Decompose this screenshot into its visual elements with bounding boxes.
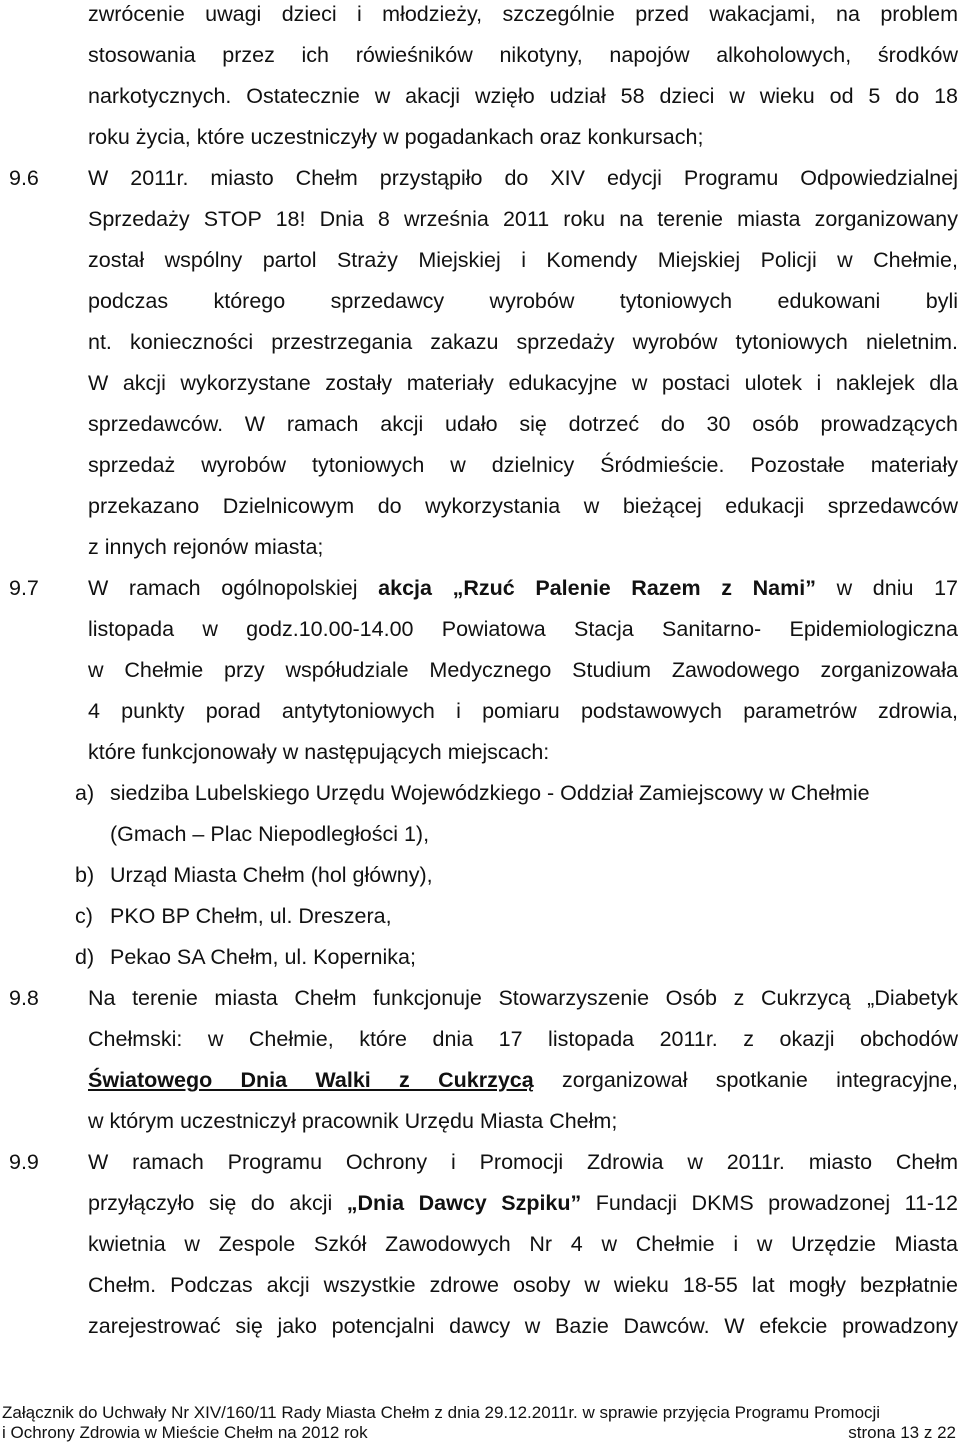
paragraph-line: z innych rejonów miasta; [88, 535, 324, 559]
emphasis-text: „Dnia Dawcy Szpiku” [346, 1191, 582, 1215]
emphasis-text: Światowego Dnia Walki z Cukrzycą [88, 1068, 534, 1092]
paragraph-line: W ramach Programu Ochrony i Promocji Zdrowia w 2011r. miasto Chełm [88, 1150, 958, 1174]
paragraph-line: nt. konieczności przestrzegania zakazu sprzedaży wyrobów tytoniowych nieletnim. [88, 330, 958, 354]
footer-line: Załącznik do Uchwały Nr XIV/160/11 Rady Miasta Chełm z dnia 29.12.2011r. w sprawie przyjęcia Programu Promocji [2, 1403, 881, 1422]
list-item-text: (Gmach – Plac Niepodległości 1), [110, 822, 430, 846]
paragraph-line [88, 1067, 958, 1093]
paragraph-line: W akcji wykorzystane zostały materiały edukacyjne w postaci ulotek i naklejek dla [88, 371, 958, 395]
paragraph-line: przekazano Dzielnicowym do wykorzystania w bieżącej edukacji sprzedawców [88, 494, 958, 518]
paragraph-line: Chełm. Podczas akcji wszystkie zdrowe osoby w wieku 18-55 lat mogły bezpłatnie [88, 1273, 958, 1297]
paragraph-line: kwietnia w Zespole Szkół Zawodowych Nr 4 w Chełmie i w Urzędzie Miasta [88, 1232, 958, 1256]
list-item-text: siedziba Lubelskiego Urzędu Wojewódzkiego - Oddział Zamiejscowy w Chełmie [110, 781, 870, 805]
paragraph-line: sprzedawców. W ramach akcji udało się dotrzeć do 30 osób prowadzących [88, 412, 958, 436]
list-item-text: Pekao SA Chełm, ul. Kopernika; [110, 945, 416, 969]
list-item-text: Urząd Miasta Chełm (hol główny), [110, 863, 433, 887]
paragraph-line: zarejestrować się jako potencjalni dawcy w Bazie Dawców. W efekcie prowadzony [88, 1314, 958, 1338]
text-run: W ramach ogólnopolskiej [88, 576, 379, 600]
text-run: Fundacji DKMS prowadzonej 11-12 [581, 1191, 958, 1215]
section-number: 9.9 [9, 1150, 39, 1174]
section-number: 9.7 [9, 576, 39, 600]
paragraph-line: W 2011r. miasto Chełm przystąpiło do XIV edycji Programu Odpowiedzialnej [88, 166, 958, 190]
paragraph-line: Chełmski: w Chełmie, które dnia 17 listopada 2011r. z okazji obchodów [88, 1027, 958, 1051]
list-item-text: PKO BP Chełm, ul. Dreszera, [110, 904, 392, 928]
text-run: zorganizował spotkanie integracyjne, [533, 1068, 958, 1092]
paragraph-line: podczas którego sprzedawcy wyrobów tytoniowych edukowani byli [88, 289, 958, 313]
paragraph-line: w którym uczestniczył pracownik Urzędu Miasta Chełm; [88, 1109, 618, 1133]
paragraph-line: Sprzedaży STOP 18! Dnia 8 września 2011 roku na terenie miasta zorganizowany [88, 207, 958, 231]
emphasis-text: akcja „Rzuć Palenie Razem z Nami” [378, 576, 816, 600]
paragraph-line: sprzedaż wyrobów tytoniowych w dzielnicy Śródmieście. Pozostałe materiały [88, 453, 958, 477]
section-number: 9.6 [9, 166, 39, 190]
page-number: strona 13 z 22 [848, 1423, 956, 1442]
paragraph-line: 4 punkty porad antytytoniowych i pomiaru podstawowych parametrów zdrowia, [88, 699, 958, 723]
paragraph-line: narkotycznych. Ostatecznie w akacji wzięło udział 58 dzieci w wieku od 5 do 18 [88, 84, 958, 108]
paragraph-line: listopada w godz.10.00-14.00 Powiatowa Stacja Sanitarno- Epidemiologiczna [88, 617, 958, 641]
paragraph-line: Na terenie miasta Chełm funkcjonuje Stowarzyszenie Osób z Cukrzycą „Diabetyk [88, 986, 958, 1010]
section-number: 9.8 [9, 986, 39, 1010]
list-item-label: b) [75, 863, 95, 887]
paragraph-line: w Chełmie przy współudziale Medycznego Studium Zawodowego zorganizowała [88, 658, 958, 682]
footer-text: i Ochrony Zdrowia w Mieście Chełm na 2012 rok [2, 1423, 368, 1442]
paragraph-line [88, 575, 958, 601]
paragraph-line: zwrócenie uwagi dzieci i młodzieży, szczególnie przed wakacjami, na problem [88, 2, 958, 26]
paragraph-line [88, 1190, 958, 1216]
footer-line-2 [2, 1423, 956, 1443]
paragraph-line: stosowania przez ich rówieśników nikotyny, napojów alkoholowych, środków [88, 43, 958, 67]
text-run: przyłączyło się do akcji [88, 1191, 347, 1215]
paragraph-line: które funkcjonowały w następujących miejscach: [88, 740, 550, 764]
paragraph-line: roku życia, które uczestniczyły w pogadankach oraz konkursach; [88, 125, 704, 149]
list-item-label: d) [75, 945, 95, 969]
paragraph-line: został wspólny partol Straży Miejskiej i Komendy Miejskiej Policji w Chełmie, [88, 248, 958, 272]
text-run: w dniu 17 [815, 576, 958, 600]
list-item-label: c) [75, 904, 93, 928]
list-item-label: a) [75, 781, 95, 805]
